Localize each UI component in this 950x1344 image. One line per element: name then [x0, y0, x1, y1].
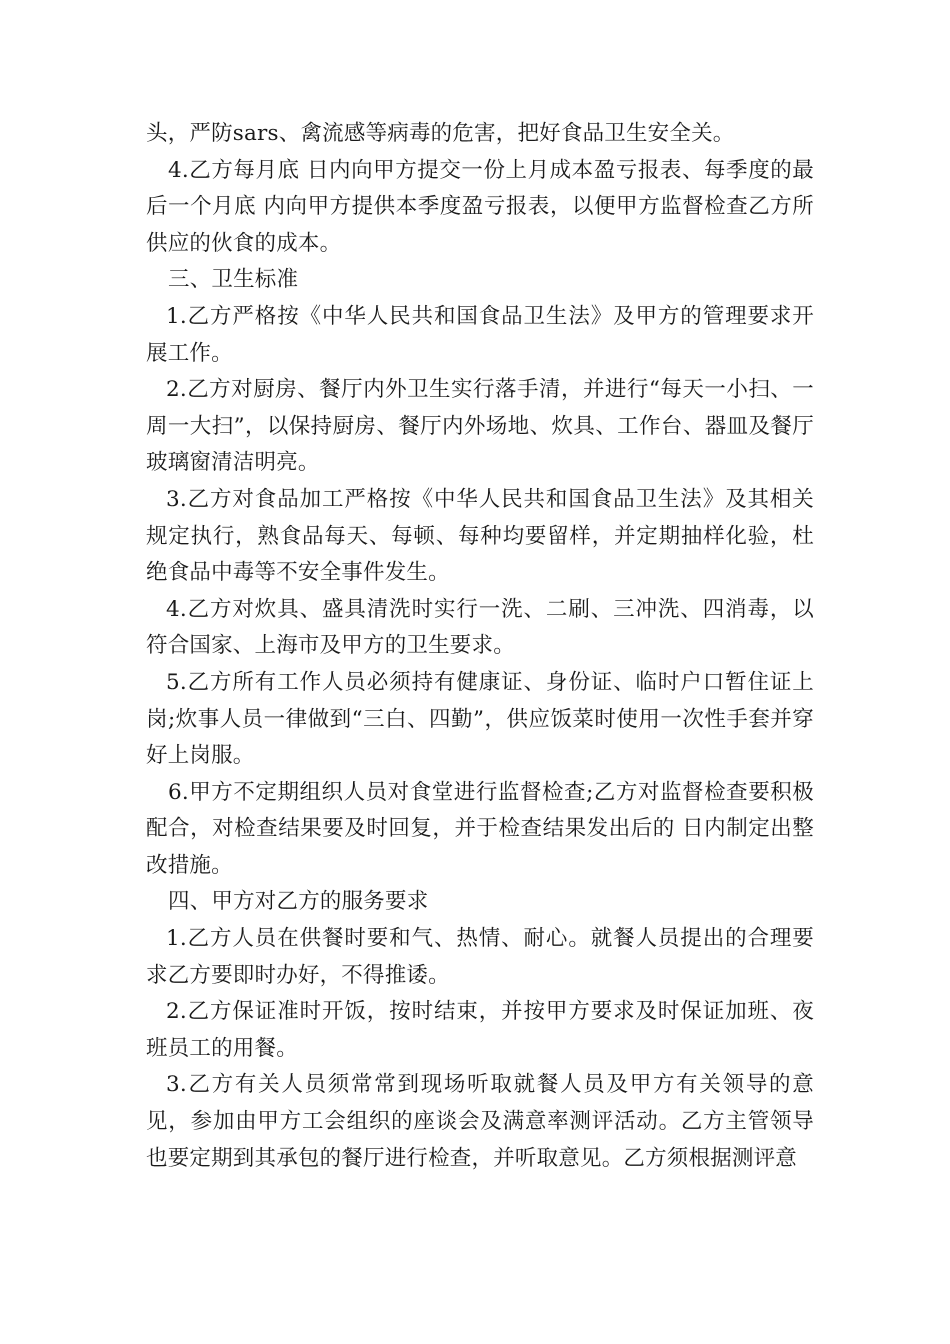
paragraph-hygiene-item-5: 5.乙方所有工作人员必须持有健康证、身份证、临时户口暂住证上岗;炊事人员一律做到“三白、四勤”，供应饭菜时使用一次性手套并穿好上岗服。 — [146, 669, 814, 769]
paragraph-hygiene-item-4: 4.乙方对炊具、盛具清洗时实行一洗、二刷、三冲洗、四消毒，以符合国家、上海市及甲方的卫生要求。 — [146, 596, 814, 659]
section-heading-hygiene-standards: 三、卫生标准 — [168, 267, 299, 293]
paragraph-hygiene-item-1: 1.乙方严格按《中华人民共和国食品卫生法》及甲方的管理要求开展工作。 — [146, 303, 814, 366]
document-body — [146, 116, 814, 1177]
paragraph-hygiene-item-6: 6.甲方不定期组织人员对食堂进行监督检查;乙方对监督检查要积极配合，对检查结果要及时回复，并于检查结果发出后的 日内制定出整改措施。 — [146, 779, 814, 878]
paragraph-hygiene-item-3: 3.乙方对食品加工严格按《中华人民共和国食品卫生法》及其相关规定执行，熟食品每天、每顿、每种均要留样，并定期抽样化验，杜绝食品中毒等不安全事件发生。 — [146, 486, 814, 586]
paragraph-continuation: 头，严防sars、禽流感等病毒的危害，把好食品卫生安全关。 — [146, 121, 735, 146]
paragraph-item-4-cost-report: 4.乙方每月底 日内向甲方提交一份上月成本盈亏报表、每季度的最后一个月底 内向甲方提供本季度盈亏报表，以便甲方监督检查乙方所供应的伙食的成本。 — [146, 157, 814, 256]
paragraph-service-item-2: 2.乙方保证准时开饭，按时结束，并按甲方要求及时保证加班、夜班员工的用餐。 — [146, 999, 814, 1061]
section-heading-service-requirements: 四、甲方对乙方的服务要求 — [168, 889, 429, 915]
paragraph-hygiene-item-2: 2.乙方对厨房、餐厅内外卫生实行落手清，并进行“每天一小扫、一周一大扫”，以保持厨房、餐厅内外场地、炊具、工作台、器皿及餐厅玻璃窗清洁明亮。 — [146, 377, 814, 476]
paragraph-service-item-3: 3.乙方有关人员须常常到现场听取就餐人员及甲方有关领导的意见，参加由甲方工会组织的座谈会及满意率测评活动。乙方主管领导也要定期到其承包的餐厅进行检查，并听取意见。乙方须根据测评意 — [146, 1072, 814, 1171]
paragraph-service-item-1: 1.乙方人员在供餐时要和气、热情、耐心。就餐人员提出的合理要求乙方要即时办好，不得推诿。 — [146, 926, 814, 988]
